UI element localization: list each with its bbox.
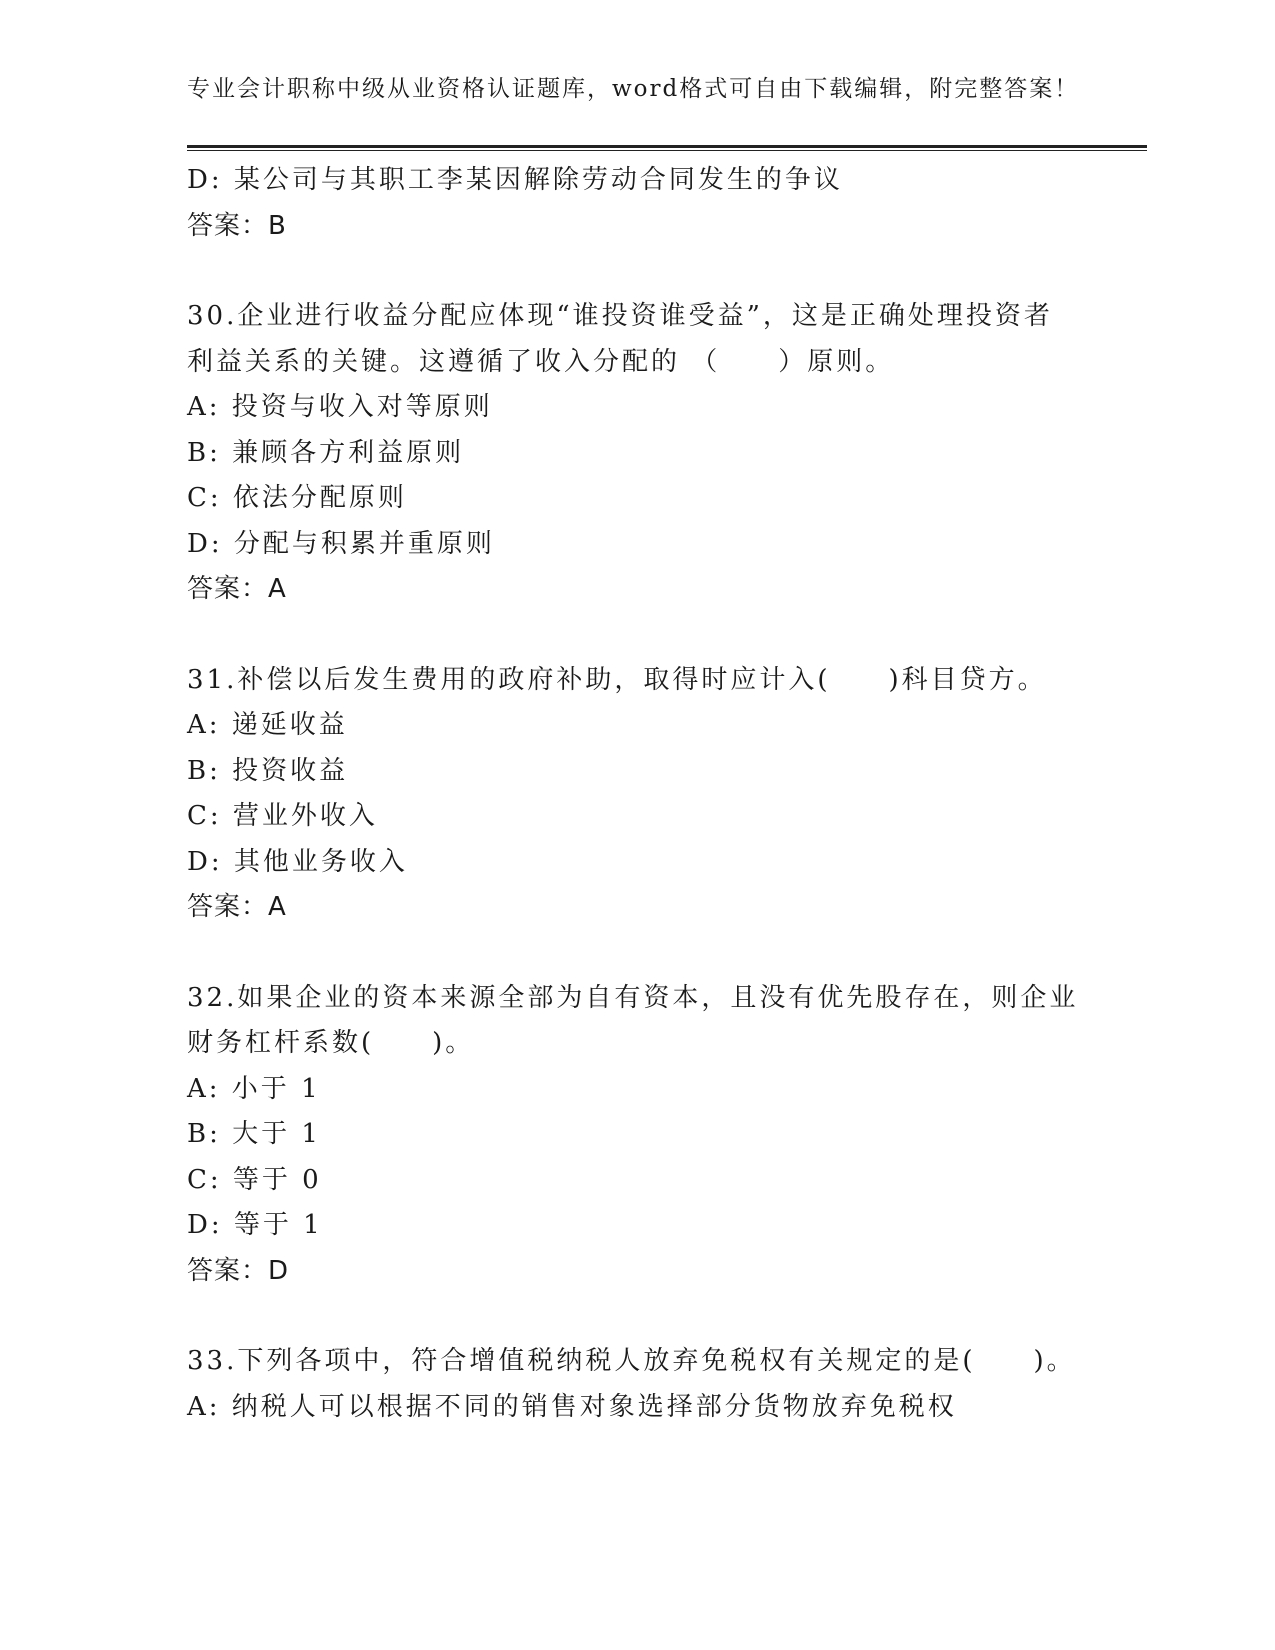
option-d: D: 分配与积累并重原则 bbox=[187, 528, 495, 559]
option-b: B: 投资收益 bbox=[187, 755, 349, 786]
page-header: 专业会计职称中级从业资格认证题库，word格式可自由下载编辑，附完整答案！ bbox=[187, 76, 1080, 102]
question-30 bbox=[187, 294, 1087, 613]
question-stem: 33.下列各项中，符合增值税纳税人放弃免税权有关规定的是( )。 bbox=[187, 1346, 1076, 1376]
option-d: D: 某公司与其职工李某因解除劳动合同发生的争议 bbox=[187, 165, 843, 195]
answer-line: 答案：B bbox=[187, 210, 287, 241]
header-rule-thick bbox=[187, 145, 1147, 148]
option-a: A: 小于 1 bbox=[187, 1073, 321, 1104]
question-stem: 利益关系的关键。这遵循了收入分配的 （ ）原则。 bbox=[187, 346, 895, 377]
option-a: A: 纳税人可以根据不同的销售对象选择部分货物放弃免税权 bbox=[187, 1391, 957, 1422]
option-d: D: 其他业务收入 bbox=[187, 846, 408, 877]
question-stem: 财务杠杆系数( )。 bbox=[187, 1028, 475, 1058]
option-d: D: 等于 1 bbox=[187, 1210, 323, 1240]
header-rule-thin bbox=[187, 150, 1147, 151]
question-content bbox=[187, 158, 1087, 1430]
question-32 bbox=[187, 976, 1087, 1295]
option-c: C: 等于 0 bbox=[187, 1164, 322, 1195]
option-a: A: 投资与收入对等原则 bbox=[187, 392, 493, 422]
answer-line: 答案：A bbox=[187, 892, 287, 922]
option-a: A: 递延收益 bbox=[187, 710, 348, 740]
option-c: C: 营业外收入 bbox=[187, 801, 378, 831]
question-29-tail bbox=[187, 158, 1087, 249]
option-b: B: 兼顾各方利益原则 bbox=[187, 437, 465, 468]
option-b: B: 大于 1 bbox=[187, 1119, 321, 1149]
question-stem: 30.企业进行收益分配应体现“谁投资谁受益”，这是正确处理投资者 bbox=[187, 301, 1053, 331]
question-31 bbox=[187, 658, 1087, 931]
option-c: C: 依法分配原则 bbox=[187, 483, 407, 513]
answer-line: 答案：A bbox=[187, 574, 287, 604]
question-stem: 31.补偿以后发生费用的政府补助，取得时应计入( )科目贷方。 bbox=[187, 664, 1047, 695]
question-stem: 32.如果企业的资本来源全部为自有资本，且没有优先股存在，则企业 bbox=[187, 982, 1079, 1013]
answer-line: 答案：D bbox=[187, 1255, 290, 1286]
question-33 bbox=[187, 1339, 1087, 1430]
